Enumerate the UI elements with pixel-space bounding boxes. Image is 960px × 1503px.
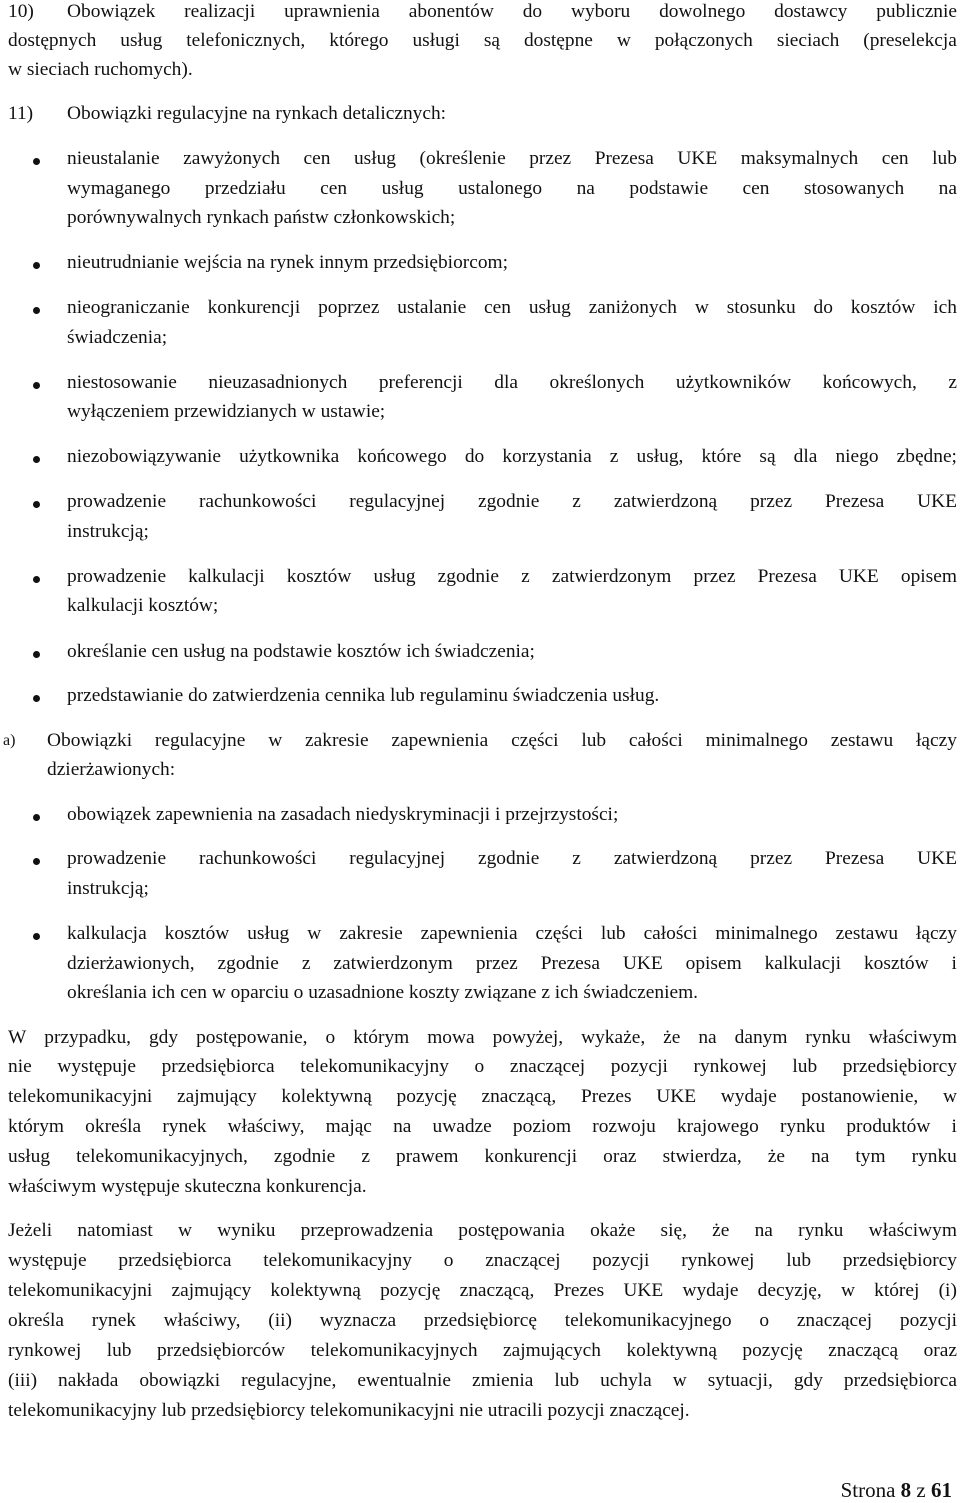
section-a-line-2: dzierżawionych: [47,759,176,780]
list-item-line: kalkulacji kosztów; [67,595,219,616]
list-item-line: niezobowiązywanie użytkownika końcowego do korzystania z usług, które są dla niego zbędne; [67,446,957,467]
bullet-icon [33,158,40,165]
section-a-line-1: Obowiązki regulacyjne w zakresie zapewnienia części lub całości minimalnego zestawu łączy [47,730,957,751]
section-10-line-3: w sieciach ruchomych). [8,59,193,80]
list-item-line: porównywalnych rynkach państw członkowskich; [67,207,456,228]
paragraph-line: występuje przedsiębiorca telekomunikacyjny o znaczącej pozycji rynkowej lub przedsiębiorcy [8,1250,957,1271]
list-item-line: instrukcją; [67,521,149,542]
list-item-line: prowadzenie rachunkowości regulacyjnej zgodnie z zatwierdzoną przez Prezesa UKE [67,848,957,869]
paragraph-line: usług telekomunikacyjnych, zgodnie z prawem konkurencji oraz stwierdza, że na tym rynku [8,1146,957,1167]
list-item-line: nieutrudnianie wejścia na rynek innym przedsiębiorcom; [67,252,508,273]
list-item-line: kalkulacja kosztów usług w zakresie zapewnienia części lub całości minimalnego zestawu łączy [67,923,957,944]
list-item-line: instrukcją; [67,878,149,899]
list-item-line: prowadzenie rachunkowości regulacyjnej zgodnie z zatwierdzoną przez Prezesa UKE [67,491,957,512]
bullet-icon [33,501,40,508]
list-item-line: świadczenia; [67,327,168,348]
page-number-prefix: Strona [840,1478,896,1502]
list-item-line: określania ich cen w oparciu o uzasadnione koszty związane z ich świadczeniem. [67,982,699,1003]
section-10-number: 10) [8,1,34,22]
paragraph-line: Jeżeli natomiast w wyniku przeprowadzenia postępowania okaże się, że na rynku właściwym [8,1220,957,1241]
bullet-icon [33,814,40,821]
list-item-line: nieograniczanie konkurencji poprzez ustalanie cen usług zaniżonych w stosunku do kosztów ich [67,297,957,318]
section-11-number: 11) [8,103,34,124]
paragraph-line: W przypadku, gdy postępowanie, o którym mowa powyżej, wykaże, że na danym rynku właściwym [8,1027,957,1048]
section-10-line-1: Obowiązek realizacji uprawnienia abonentów do wyboru dowolnego dostawcy publicznie [67,1,957,22]
section-10-line-2: dostępnych usług telefonicznych, którego usługi są dostępne w połączonych sieciach (preselekcja [8,30,957,51]
list-item-line: nieustalanie zawyżonych cen usług (określenie przez Prezesa UKE maksymalnych cen lub [67,148,957,169]
bullet-icon [33,933,40,940]
bullet-icon [33,262,40,269]
list-item-line: wymaganego przedziału cen usług ustalonego na podstawie cen stosowanych na [67,178,957,199]
list-item-line: przedstawianie do zatwierdzenia cennika lub regulaminu świadczenia usług. [67,685,660,706]
bullet-icon [33,695,40,702]
list-item-line: prowadzenie kalkulacji kosztów usług zgodnie z zatwierdzonym przez Prezesa UKE opisem [67,566,957,587]
page-number-current: 8 [900,1478,912,1502]
page-number-separator: z [916,1478,926,1502]
page-number-total: 61 [931,1478,952,1502]
paragraph-line: określa rynek właściwy, (ii) wyznacza przedsiębiorcę telekomunikacyjnego o znaczącej pozycji [8,1310,957,1331]
list-item-line: dzierżawionych, zgodnie z zatwierdzonym przez Prezesa UKE opisem kalkulacji kosztów i [67,953,957,974]
page-number [841,1477,952,1503]
paragraph-line: nie występuje przedsiębiorca telekomunikacyjny o znaczącej pozycji rynkowej lub przedsiębiorcy [8,1056,957,1077]
paragraph-line: właściwym występuje skuteczna konkurencja. [8,1176,367,1197]
bullet-icon [33,858,40,865]
bullet-icon [33,576,40,583]
list-item-line: wyłączeniem przewidzianych w ustawie; [67,401,386,422]
paragraph-line: którym określa rynek właściwy, mając na uwadze poziom rozwoju krajowego rynku produktów i [8,1116,957,1137]
paragraph-line: telekomunikacyjny lub przedsiębiorcy telekomunikacyjni nie utracili pozycji znaczącej. [8,1400,690,1421]
section-a-marker: a) [3,732,16,749]
paragraph-line: rynkowej lub przedsiębiorców telekomunikacyjnych zajmujących kolektywną pozycję znaczącą oraz [8,1340,957,1361]
list-item-line: określanie cen usług na podstawie kosztów ich świadczenia; [67,641,535,662]
list-item-line: obowiązek zapewnienia na zasadach niedyskryminacji i przejrzystości; [67,804,619,825]
list-item-line: niestosowanie nieuzasadnionych preferencji dla określonych użytkowników końcowych, z [67,372,957,393]
section-11-heading: Obowiązki regulacyjne na rynkach detalicznych: [67,103,447,124]
bullet-icon [33,456,40,463]
paragraph-line: (iii) nakłada obowiązki regulacyjne, ewentualnie zmienia lub uchyla w sytuacji, gdy przedsiębiorca [8,1370,957,1391]
paragraph-line: telekomunikacyjni zajmujący kolektywną pozycję znaczącą, Prezes UKE wydaje postanowienie, w [8,1086,957,1107]
paragraph-line: telekomunikacyjni zajmujący kolektywną pozycję znaczącą, Prezes UKE wydaje decyzję, w której (i) [8,1280,957,1301]
bullet-icon [33,307,40,314]
bullet-icon [33,382,40,389]
bullet-icon [33,651,40,658]
